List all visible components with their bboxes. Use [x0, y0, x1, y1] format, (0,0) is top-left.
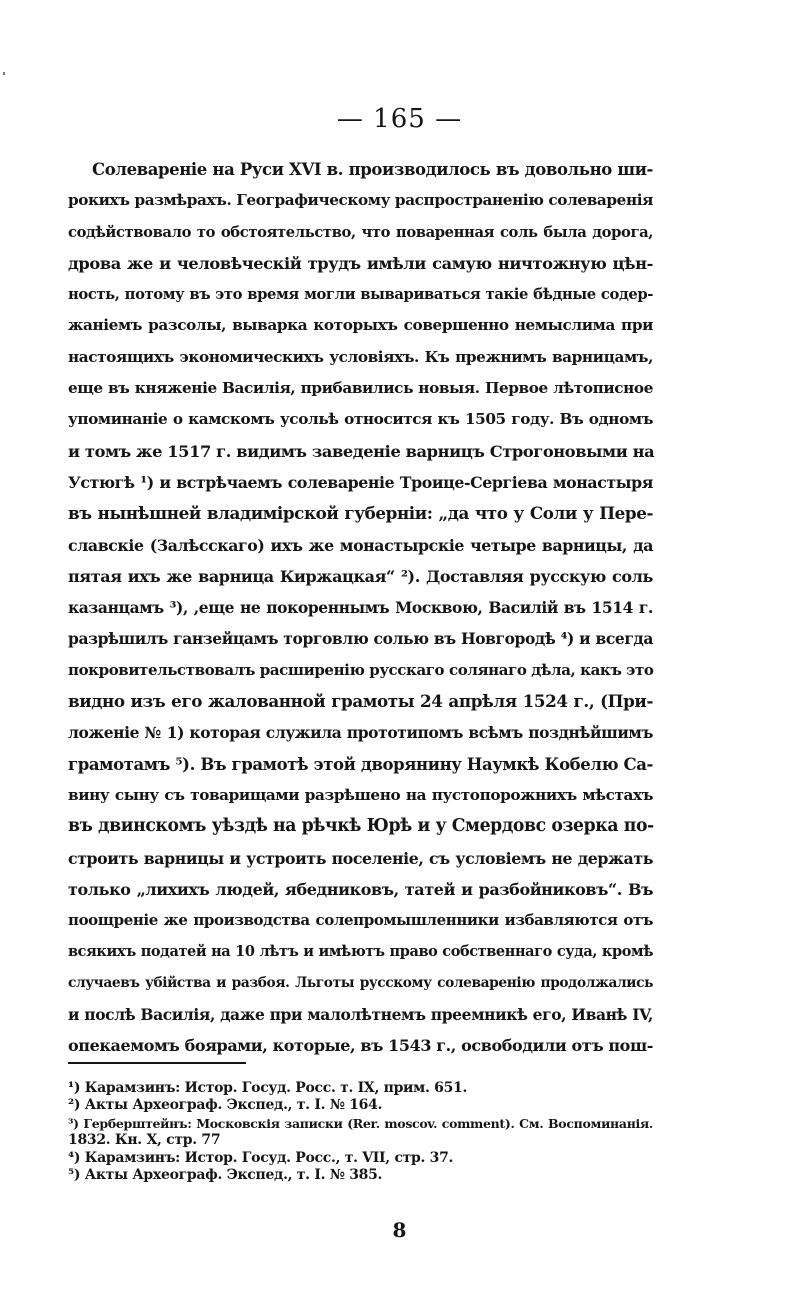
footnote: ³) Герберштейнъ: Московскія записки (Rer. moscov. comment). См. Воспоминанія.	[68, 1115, 653, 1131]
footnote: ⁴) Карамзинъ: Истор. Госуд. Росс., т. VII, стр. 37.	[68, 1149, 454, 1166]
scan-speck	[3, 72, 5, 75]
text-line: еще въ княженіе Василія, прибавились новыя. Первое лѣтописное	[68, 379, 653, 398]
text-line: Устюгѣ ¹) и встрѣчаемъ солевареніе Троице-Сергіева монастыря	[68, 472, 653, 492]
text-line: опекаемомъ боярами, которые, въ 1543 г., освободили отъ пош-	[68, 1036, 653, 1056]
footnote-divider	[68, 1062, 246, 1064]
text-line: случаевъ убійства и разбоя. Льготы русскому солеваренію продолжались	[68, 974, 653, 991]
text-line: разрѣшилъ ганзейцамъ торговлю солью въ Новгородѣ ⁴) и всегда	[68, 629, 653, 649]
text-line: и томъ же 1517 г. видимъ заведеніе варницъ Строгоновыми на	[68, 441, 655, 461]
text-line: упоминаніе о камскомъ усольѣ относится къ 1505 году. Въ одномъ	[68, 410, 653, 429]
text-line: всякихъ податей на 10 лѣтъ и имѣютъ право собственнаго суда, кромѣ	[68, 943, 653, 961]
text-line: вину сыну съ товарищами разрѣшено на пустопорожнихъ мѣстахъ	[68, 785, 653, 804]
text-line: покровительствовалъ расширенію русскаго солянаго дѣла, какъ это	[68, 660, 654, 679]
signature-mark: 8	[392, 1218, 407, 1242]
text-line: ложеніе № 1) которая служила прототипомъ всѣмъ позднѣйшимъ	[68, 723, 653, 743]
footnotes	[68, 1080, 653, 1184]
text-line: въ нынѣшней владимірской губерніи: „да что у Соли у Пере-	[68, 503, 653, 524]
text-line: строить варницы и устроить поселеніе, съ условіемъ не держать	[68, 848, 653, 868]
text-line: и послѣ Василія, даже при малолѣтнемъ преемникѣ его, Иванѣ IV,	[68, 1005, 653, 1025]
text-line: дрова же и человѣческій трудъ имѣли самую ничтожную цѣн-	[68, 253, 653, 273]
text-line: поощреніе же производства солепромышленники избавляются отъ	[68, 911, 653, 930]
text-line: жаніемъ разсолы, выварка которыхъ совершенно немыслима при	[68, 316, 653, 335]
text-line: содѣйствовало то обстоятельство, что поваренная соль была дорога,	[68, 223, 653, 241]
text-line: грамотамъ ⁵). Въ грамотѣ этой дворянину Наумкѣ Кобелю Са-	[68, 754, 653, 774]
page-number: — 165 —	[336, 104, 463, 134]
text-line: въ двинскомъ уѣздѣ на рѣчкѣ Юрѣ и у Смердовс озерка по-	[68, 816, 654, 837]
footnote: ⁵) Акты Археограф. Экспед., т. I. № 385.	[68, 1166, 383, 1183]
text-line: рокихъ размѣрахъ. Географическому распространенію солеваренія	[68, 191, 653, 210]
footnote: ¹) Карамзинъ: Истор. Госуд. Росс. т. IX, прим. 651.	[68, 1080, 468, 1096]
text-line: пятая ихъ же варница Киржацкая“ ²). Доставляя русскую соль	[68, 566, 653, 586]
body-text	[68, 154, 653, 1062]
text-line: славскіе (Залѣсскаго) ихъ же монастырскіе четыре варницы, да	[68, 535, 653, 555]
text-line: Солевареніе на Руси XVI в. производилось въ довольно ши-	[92, 160, 653, 179]
text-line: только „лихихъ людей, ябедниковъ, татей и разбойниковъ“. Въ	[68, 879, 653, 899]
footnote: ²) Акты Археограф. Экспед., т. I. № 164.	[68, 1097, 383, 1114]
text-line: видно изъ его жалованной грамоты 24 апрѣля 1524 г., (При-	[68, 691, 653, 712]
text-line: настоящихъ экономическихъ условіяхъ. Къ прежнимъ варницамъ,	[68, 347, 653, 366]
text-line: ность, потому въ это время могли вывариваться такіе бѣдные содер-	[68, 286, 653, 304]
footnote-continuation: 1832. Кн. X, стр. 77	[68, 1132, 221, 1149]
text-line: казанцамъ ³), ,еще не покореннымъ Москвою, Василій въ 1514 г.	[68, 598, 653, 618]
